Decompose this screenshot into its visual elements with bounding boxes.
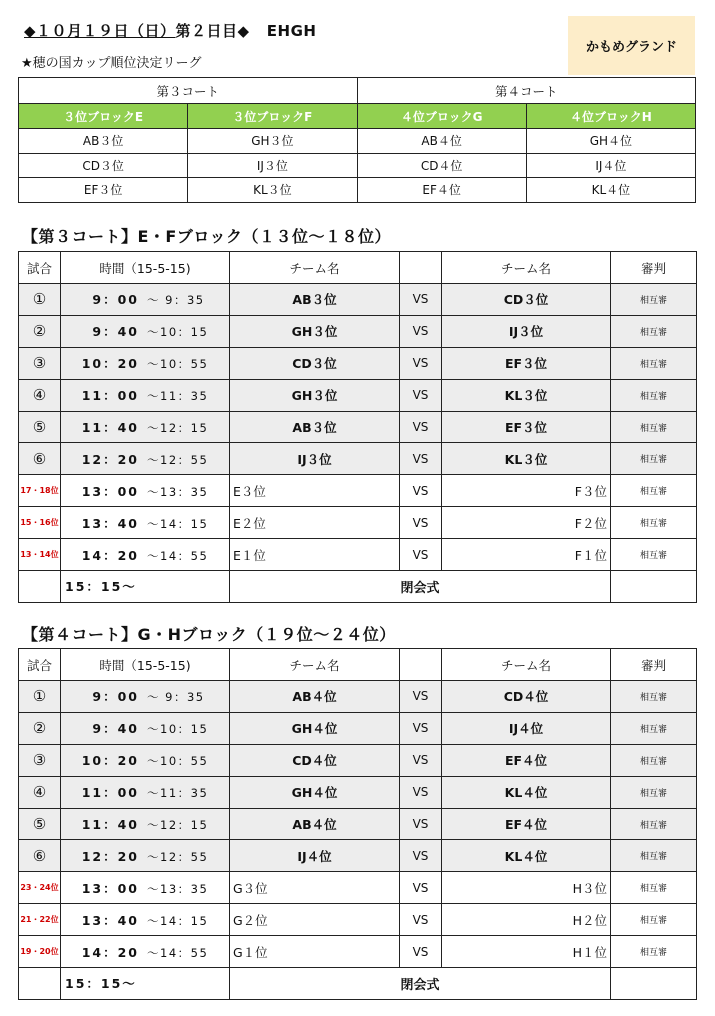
start-time: 10：20: [81, 356, 139, 372]
court-4-schedule-title: 【第４コート】G・Hブロック（１９位～２４位）: [22, 625, 396, 644]
match-number: ④: [19, 379, 61, 411]
end-time: ～11：35: [147, 786, 209, 801]
overview-row: [19, 178, 696, 203]
referee-cell: 相互審: [611, 475, 697, 507]
match-number: ②: [19, 712, 61, 744]
vs-column-header: [400, 649, 442, 681]
match-time: [61, 904, 230, 936]
team2-column-header: チーム名: [442, 252, 611, 284]
team-2-name: KL４位: [442, 840, 611, 872]
closing-ceremony-row: [19, 968, 697, 1000]
team-2-name: F１位: [442, 539, 611, 571]
match-time: [61, 936, 230, 968]
team-2-name: KL３位: [442, 443, 611, 475]
closing-ceremony-row: [19, 571, 697, 603]
referee-cell: 相互審: [611, 539, 697, 571]
start-time: 11：40: [81, 420, 139, 435]
vs-label: VS: [400, 315, 442, 347]
closing-time: 15：15～: [61, 571, 230, 603]
match-time: [61, 808, 230, 840]
match-column-header: 試合: [19, 252, 61, 284]
match-row: [19, 443, 697, 475]
match-row: [19, 507, 697, 539]
team-1-name: IJ４位: [230, 840, 400, 872]
end-time: ～12：15: [147, 818, 209, 832]
team-2-name: F３位: [442, 475, 611, 507]
end-time: ～ 9：35: [147, 293, 205, 308]
referee-cell: 相互審: [611, 840, 697, 872]
match-number: ④: [19, 776, 61, 808]
vs-label: VS: [400, 475, 442, 507]
vs-column-header: [400, 252, 442, 284]
team-1-name: AB３位: [230, 411, 400, 443]
start-time: 9：40: [92, 721, 139, 737]
time-column-header: 時間（15-5-15): [61, 252, 230, 284]
referee-cell: 相互審: [611, 776, 697, 808]
end-time: ～12：15: [147, 421, 209, 435]
match-row: [19, 411, 697, 443]
end-time: ～10：15: [147, 722, 209, 737]
team-1-name: GH３位: [230, 379, 400, 411]
match-row: [19, 539, 697, 571]
vs-label: VS: [400, 284, 442, 316]
match-time: [61, 315, 230, 347]
block-overview-table: [18, 77, 696, 203]
referee-cell: 相互審: [611, 411, 697, 443]
match-number: ⑤: [19, 411, 61, 443]
start-time: 12：20: [81, 848, 139, 864]
referee-cell: 相互審: [611, 681, 697, 713]
match-time: [61, 872, 230, 904]
overview-cell: AB３位: [19, 129, 188, 154]
schedule-header-row: [19, 649, 697, 681]
match-time: [61, 681, 230, 713]
start-time: 11：40: [81, 817, 139, 832]
overview-cell: CD４位: [357, 153, 526, 178]
team-1-name: GH３位: [230, 315, 400, 347]
vs-label: VS: [400, 808, 442, 840]
vs-label: VS: [400, 539, 442, 571]
match-number: 13・14位: [19, 539, 61, 571]
overview-cell: GH３位: [188, 129, 357, 154]
overview-cell: GH４位: [526, 129, 695, 154]
closing-blank-cell: [19, 571, 61, 603]
referee-column-header: 審判: [611, 649, 697, 681]
start-time: 13：00: [81, 880, 139, 896]
match-time: [61, 284, 230, 316]
referee-cell: 相互審: [611, 379, 697, 411]
end-time: ～11：35: [147, 389, 209, 404]
team-1-name: AB４位: [230, 808, 400, 840]
schedule-header-row: [19, 252, 697, 284]
start-time: 9：40: [92, 324, 139, 340]
vs-label: VS: [400, 744, 442, 776]
team2-column-header: チーム名: [442, 649, 611, 681]
team-1-name: G３位: [230, 872, 400, 904]
day-label: 第２日目◆: [175, 22, 250, 40]
team-2-name: H１位: [442, 936, 611, 968]
match-time: [61, 744, 230, 776]
team-2-name: EF３位: [442, 411, 611, 443]
referee-cell: 相互審: [611, 936, 697, 968]
referee-cell: 相互審: [611, 315, 697, 347]
referee-cell: 相互審: [611, 808, 697, 840]
team-2-name: EF４位: [442, 808, 611, 840]
team-2-name: IJ３位: [442, 315, 611, 347]
end-time: ～14：55: [147, 945, 209, 960]
team-2-name: IJ４位: [442, 712, 611, 744]
match-row: [19, 776, 697, 808]
team-2-name: KL３位: [442, 379, 611, 411]
vs-label: VS: [400, 776, 442, 808]
end-time: ～10：15: [147, 325, 209, 340]
match-time: [61, 507, 230, 539]
vs-label: VS: [400, 347, 442, 379]
vs-label: VS: [400, 904, 442, 936]
match-row: [19, 872, 697, 904]
start-time: 10：20: [81, 753, 139, 769]
match-row: [19, 315, 697, 347]
event-code: EHGH: [266, 22, 317, 40]
match-row: [19, 284, 697, 316]
match-number: ③: [19, 744, 61, 776]
team-2-name: CD３位: [442, 284, 611, 316]
match-number: 15・16位: [19, 507, 61, 539]
match-row: [19, 936, 697, 968]
match-number: ⑥: [19, 443, 61, 475]
overview-cell: AB４位: [357, 129, 526, 154]
block-h-header: ４位ブロックH: [526, 104, 695, 129]
team-1-name: E３位: [230, 475, 400, 507]
team-1-name: IJ３位: [230, 443, 400, 475]
start-time: 11：00: [81, 785, 139, 801]
end-time: ～13：35: [147, 881, 209, 896]
match-number: ③: [19, 347, 61, 379]
referee-cell: 相互審: [611, 712, 697, 744]
match-number: ①: [19, 681, 61, 713]
time-column-header: 時間（15-5-15): [61, 649, 230, 681]
team1-column-header: チーム名: [230, 649, 400, 681]
start-time: 13：00: [81, 483, 139, 499]
match-row: [19, 840, 697, 872]
start-time: 14：20: [81, 547, 139, 563]
match-number: 19・20位: [19, 936, 61, 968]
court-4-header: 第４コート: [357, 78, 696, 104]
overview-cell: CD３位: [19, 153, 188, 178]
start-time: 13：40: [81, 912, 139, 928]
closing-ceremony-label: 閉会式: [230, 968, 611, 1000]
overview-cell: EF４位: [357, 178, 526, 203]
match-time: [61, 347, 230, 379]
court-3-header: 第３コート: [19, 78, 358, 104]
match-row: [19, 904, 697, 936]
vs-label: VS: [400, 507, 442, 539]
closing-blank-cell: [19, 968, 61, 1000]
referee-cell: 相互審: [611, 284, 697, 316]
start-time: 9：00: [92, 689, 139, 705]
match-row: [19, 475, 697, 507]
match-time: [61, 776, 230, 808]
team-1-name: G１位: [230, 936, 400, 968]
match-row: [19, 379, 697, 411]
event-date: ◆１０月１９日（日）: [24, 22, 176, 40]
end-time: ～12：55: [147, 452, 209, 467]
overview-cell: IJ４位: [526, 153, 695, 178]
referee-cell: 相互審: [611, 872, 697, 904]
overview-row: [19, 129, 696, 154]
team-2-name: EF４位: [442, 744, 611, 776]
team-1-name: CD３位: [230, 347, 400, 379]
overview-cell: KL４位: [526, 178, 695, 203]
vs-label: VS: [400, 411, 442, 443]
start-time: 11：00: [81, 388, 139, 404]
team-2-name: CD４位: [442, 681, 611, 713]
match-time: [61, 475, 230, 507]
venue-label: かもめグランド: [568, 16, 695, 75]
match-row: [19, 744, 697, 776]
vs-label: VS: [400, 712, 442, 744]
block-e-header: ３位ブロックE: [19, 104, 188, 129]
closing-time: 15：15～: [61, 968, 230, 1000]
referee-cell: 相互審: [611, 347, 697, 379]
team-1-name: E２位: [230, 507, 400, 539]
overview-cell: EF３位: [19, 178, 188, 203]
overview-cell: KL３位: [188, 178, 357, 203]
end-time: ～ 9：35: [147, 690, 205, 705]
team-2-name: EF３位: [442, 347, 611, 379]
end-time: ～13：35: [147, 484, 209, 499]
vs-label: VS: [400, 840, 442, 872]
team-2-name: H２位: [442, 904, 611, 936]
match-row: [19, 712, 697, 744]
team-2-name: H３位: [442, 872, 611, 904]
match-number: ⑥: [19, 840, 61, 872]
team-1-name: G２位: [230, 904, 400, 936]
match-number: 17・18位: [19, 475, 61, 507]
league-subtitle: ★穂の国カップ順位決定リーグ: [21, 56, 202, 71]
team-1-name: CD４位: [230, 744, 400, 776]
referee-column-header: 審判: [611, 252, 697, 284]
referee-cell: 相互審: [611, 443, 697, 475]
start-time: 12：20: [81, 451, 139, 467]
match-time: [61, 539, 230, 571]
closing-blank-cell: [611, 571, 697, 603]
match-time: [61, 443, 230, 475]
match-number: ②: [19, 315, 61, 347]
match-time: [61, 712, 230, 744]
end-time: ～14：55: [147, 548, 209, 563]
start-time: 9：00: [92, 292, 139, 308]
referee-cell: 相互審: [611, 744, 697, 776]
match-time: [61, 840, 230, 872]
match-row: [19, 681, 697, 713]
court-4-schedule-table: [18, 648, 697, 1000]
team-1-name: E１位: [230, 539, 400, 571]
vs-label: VS: [400, 379, 442, 411]
court-3-schedule-title: 【第３コート】E・Fブロック（１３位～１８位）: [22, 227, 392, 246]
team-1-name: GH４位: [230, 776, 400, 808]
page-title: [24, 20, 316, 41]
team-1-name: AB３位: [230, 284, 400, 316]
referee-cell: 相互審: [611, 507, 697, 539]
start-time: 14：20: [81, 944, 139, 960]
overview-cell: IJ３位: [188, 153, 357, 178]
match-number: ⑤: [19, 808, 61, 840]
team-1-name: GH４位: [230, 712, 400, 744]
end-time: ～14：15: [147, 516, 209, 531]
match-number: 23・24位: [19, 872, 61, 904]
match-row: [19, 808, 697, 840]
vs-label: VS: [400, 872, 442, 904]
team-2-name: F２位: [442, 507, 611, 539]
match-number: ①: [19, 284, 61, 316]
closing-blank-cell: [611, 968, 697, 1000]
vs-label: VS: [400, 681, 442, 713]
overview-row: [19, 153, 696, 178]
team-1-name: AB４位: [230, 681, 400, 713]
court-3-schedule-table: [18, 251, 697, 603]
vs-label: VS: [400, 443, 442, 475]
match-time: [61, 379, 230, 411]
block-g-header: ４位ブロックG: [357, 104, 526, 129]
match-column-header: 試合: [19, 649, 61, 681]
closing-ceremony-label: 閉会式: [230, 571, 611, 603]
end-time: ～10：55: [147, 754, 209, 769]
block-f-header: ３位ブロックF: [188, 104, 357, 129]
match-number: 21・22位: [19, 904, 61, 936]
referee-cell: 相互審: [611, 904, 697, 936]
match-time: [61, 411, 230, 443]
match-row: [19, 347, 697, 379]
end-time: ～10：55: [147, 357, 209, 372]
end-time: ～12：55: [147, 849, 209, 864]
team1-column-header: チーム名: [230, 252, 400, 284]
team-2-name: KL４位: [442, 776, 611, 808]
vs-label: VS: [400, 936, 442, 968]
start-time: 13：40: [81, 515, 139, 531]
end-time: ～14：15: [147, 913, 209, 928]
